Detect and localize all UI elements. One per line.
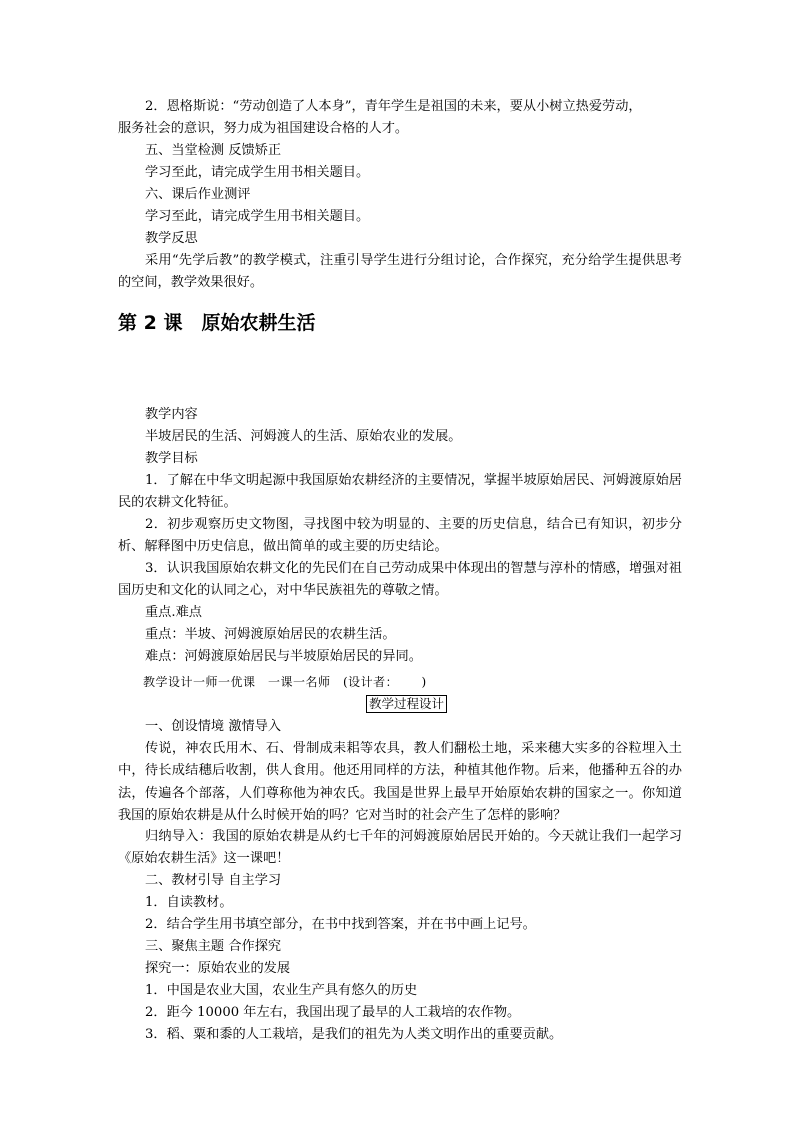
paragraph-reflection: 采用“先学后教”的教学模式，注重引导学生进行分组讨论，合作探究，充分给学生提供思考的空间，教学效果很好。 bbox=[118, 253, 682, 291]
section-heading-goals: 教学目标 bbox=[145, 451, 198, 466]
teaching-design-banner: 教学设计一师一优课 一课一名师 (设计者： ) bbox=[143, 675, 427, 689]
list-item-inquiry-2: 2．距今 10000 年左右，我国出现了最早的人工栽培的农作物。 bbox=[145, 1005, 521, 1020]
list-item-self-study-1: 1．自读教材。 bbox=[145, 895, 233, 910]
paragraph-key-point: 重点：半坡、河姆渡原始居民的农耕生活。 bbox=[145, 627, 396, 642]
section-heading-self-study: 二、教材引导 自主学习 bbox=[145, 873, 282, 888]
paragraph-summary-intro: 归纳导入：我国的原始农耕是从约七千年的河姆渡原始居民开始的。今天就让我们一起学习《原始农耕生活》这一课吧！ bbox=[118, 829, 682, 867]
paragraph-engels-quote-line2: 服务社会的意识，努力成为祖国建设合格的人才。 bbox=[118, 121, 409, 136]
paragraph-goal-2: 2．初步观察历史文物图，寻找图中较为明显的、主要的历史信息，结合已有知识，初步分析、解释图中历史信息，做出简单的或主要的历史结论。 bbox=[118, 517, 682, 555]
section-heading-classroom-test: 五、当堂检测 反馈矫正 bbox=[145, 143, 282, 158]
section-heading-reflection: 教学反思 bbox=[145, 231, 198, 246]
section-heading-content: 教学内容 bbox=[145, 407, 198, 422]
section-heading-homework: 六、课后作业测评 bbox=[145, 187, 251, 202]
paragraph-difficult-point: 难点：河姆渡原始居民与半坡原始居民的异同。 bbox=[145, 649, 422, 664]
section-heading-introduction: 一、创设情境 激情导入 bbox=[145, 719, 282, 734]
paragraph-homework: 学习至此，请完成学生用书相关题目。 bbox=[145, 209, 370, 224]
lesson-title: 第 2 课 原始农耕生活 bbox=[118, 312, 316, 334]
section-heading-cooperative-inquiry: 三、聚焦主题 合作探究 bbox=[145, 939, 282, 954]
paragraph-goal-1: 1．了解在中华文明起源中我国原始农耕经济的主要情况，掌握半坡原始居民、河姆渡原始居民的农耕文化特征。 bbox=[118, 473, 682, 511]
subheading-inquiry-1: 探究一：原始农业的发展 bbox=[145, 961, 291, 976]
list-item-inquiry-1: 1．中国是农业大国，农业生产具有悠久的历史 bbox=[145, 983, 418, 998]
paragraph-goal-3: 3．认识我国原始农耕文化的先民们在自己劳动成果中体现出的智慧与淳朴的情感，增强对祖国历史和文化的认同之心，对中华民族祖先的尊敬之情。 bbox=[118, 561, 682, 599]
paragraph-shennong-legend: 传说，神农氏用木、石、骨制成耒耜等农具，教人们翻松土地，采来穗大实多的谷粒埋入土中，待长成结穗后收割，供人食用。他还用同样的方法，种植其他作物。后来，他播种五谷的办法，传遍各个部落，人们尊称他为神农氏。我国是世界上最早开始原始农耕的国家之一。你知道我国的原始农耕是从什么时候开始的吗？它对当时的社会产生了怎样的影响？ bbox=[118, 741, 682, 824]
paragraph-engels-quote-line1: 2．恩格斯说：“劳动创造了人本身”，青年学生是祖国的未来，要从小树立热爱劳动， bbox=[145, 99, 642, 114]
list-item-inquiry-3: 3．稻、粟和黍的人工栽培，是我们的祖先为人类文明作出的重要贡献。 bbox=[145, 1027, 563, 1042]
teaching-process-badge: 教学过程设计 bbox=[366, 695, 447, 713]
list-item-self-study-2: 2．结合学生用书填空部分，在书中找到答案，并在书中画上记号。 bbox=[145, 917, 536, 932]
section-heading-key-points: 重点.难点 bbox=[145, 605, 202, 620]
paragraph-classroom-test: 学习至此，请完成学生用书相关题目。 bbox=[145, 165, 370, 180]
paragraph-content: 半坡居民的生活、河姆渡人的生活、原始农业的发展。 bbox=[145, 429, 462, 444]
